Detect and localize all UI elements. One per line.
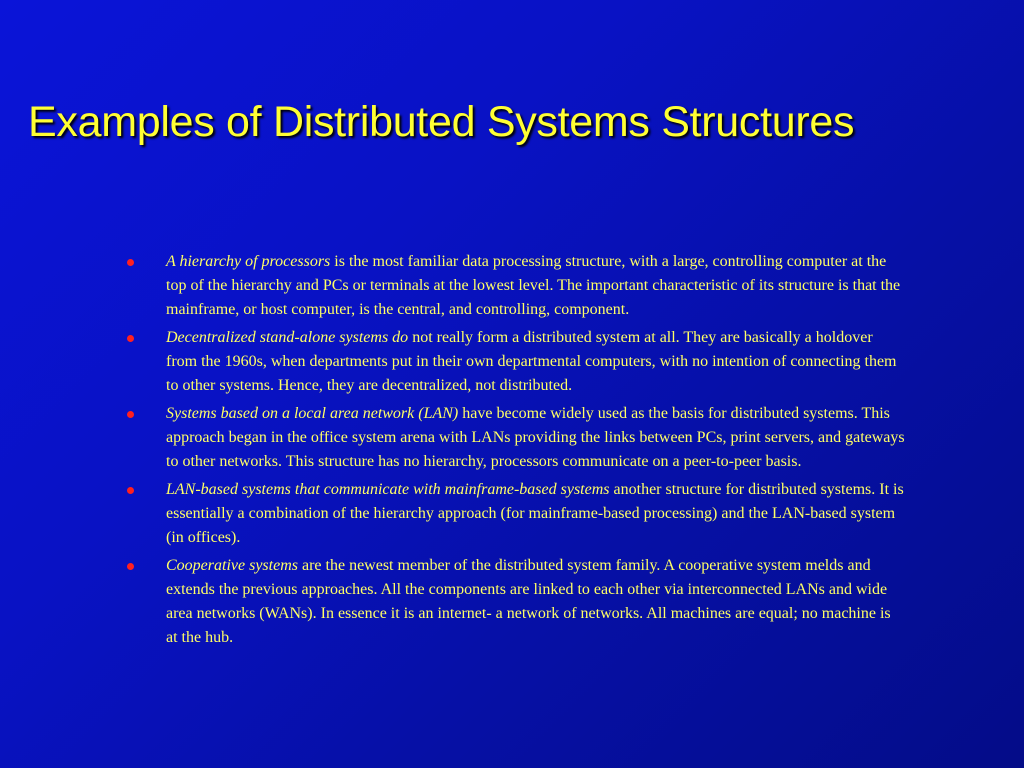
bullet-lead-text: Cooperative systems xyxy=(166,557,298,574)
bullet-body-text: another structure for distributed systems. It is essentially a combination of the hierarchy approach (for mainframe-based processing) and the LAN-based system (in offices). xyxy=(166,481,904,546)
bullet-body-text: have become widely used as the basis for distributed systems. This approach began in the office system arena with LANs providing the links between PCs, print servers, and gateways to other networks. This structure has no hierarchy, processors communicate on a peer-to-peer basis. xyxy=(166,405,905,470)
bullet-body-text: are the newest member of the distributed system family. A cooperative system melds and extends the previous approaches. All the components are linked to each other via interconnected LANs and wide area networks (WANs). In essence it is an internet- a network of networks. All machines are equal; no machine is at the hub. xyxy=(166,557,891,646)
list-item xyxy=(126,554,906,650)
list-item xyxy=(126,250,906,322)
red-circle-bullet-icon xyxy=(127,563,134,570)
bullet-body-text: is the most familiar data processing structure, with a large, controlling computer at the top of the hierarchy and PCs or terminals at the lowest level. The important characteristic of its structure is that the mainframe, or host computer, is the central, and controlling, component. xyxy=(166,253,901,318)
red-circle-bullet-icon xyxy=(127,259,134,266)
red-circle-bullet-icon xyxy=(127,411,134,418)
list-item xyxy=(126,478,906,550)
bullet-lead-text: LAN-based systems that communicate with mainframe-based systems xyxy=(166,481,610,498)
red-circle-bullet-icon xyxy=(127,487,134,494)
bullet-lead-text: A hierarchy of processors xyxy=(166,253,335,270)
bullet-lead-text: Decentralized stand-alone systems do xyxy=(166,329,409,346)
slide-title: Examples of Distributed Systems Structures xyxy=(28,98,855,146)
bullet-list xyxy=(126,250,906,654)
red-circle-bullet-icon xyxy=(127,335,134,342)
list-item xyxy=(126,326,906,398)
list-item xyxy=(126,402,906,474)
bullet-body-text: not really form a distributed system at all. They are basically a holdover from the 1960s, when departments put in their own departmental computers, with no intention of connecting them to other systems. Hence, they are decentralized, not distributed. xyxy=(166,329,897,394)
bullet-lead-text: Systems based on a local area network (LAN) xyxy=(166,405,459,422)
